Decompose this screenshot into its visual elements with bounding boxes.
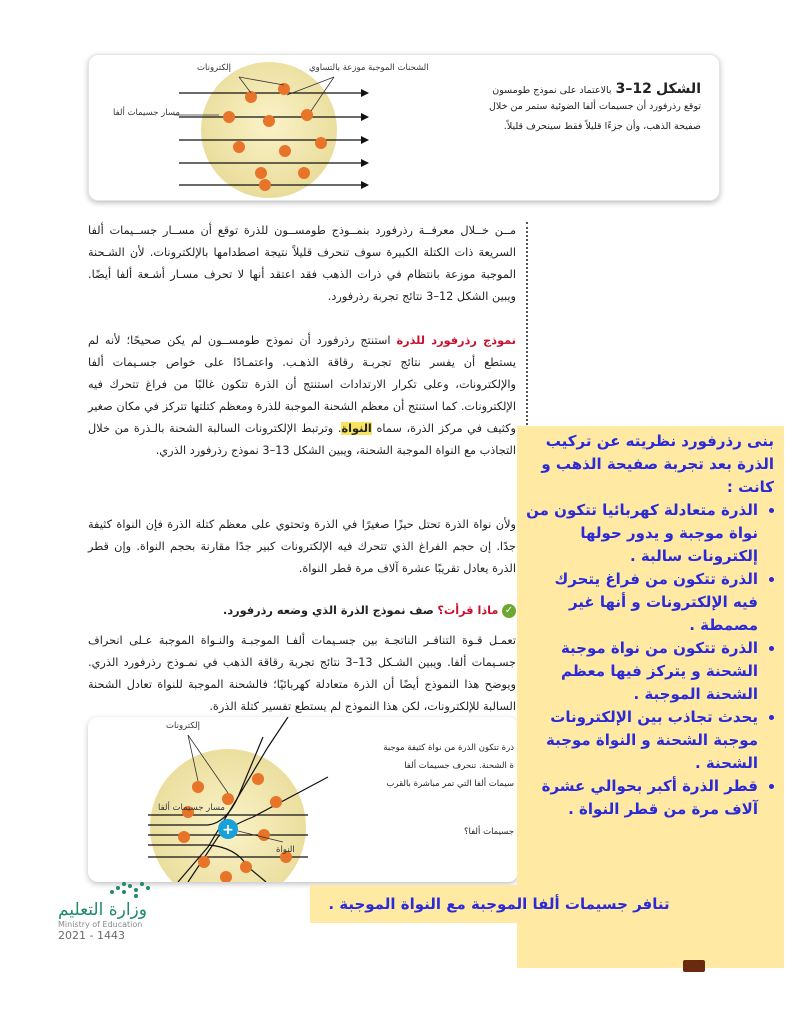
label-positive-charges: الشحنات الموجبة موزعة بالتساوي (309, 63, 429, 73)
note-banner: تنافر جسيمات ألفا الموجبة مع النواة الموجبة . (310, 885, 688, 923)
label-alpha-path: مسار جسيمات ألفا (158, 803, 225, 813)
page-tab (683, 960, 705, 972)
paragraph-3: ولأن نواة الذرة تحتل حيزًا صغيرًا في الذرة وتحتوي على معظم كتلة الذرة فإن النواة كثيفة جدًا. إن حجم الفراغ الذي تتحرك فيه الإلكترونات كبير جدًا مقارنة بحجم النواة. وإن قطر الذرة يعادل تقريبًا عشرة آلاف مرة قطر النواة. (88, 518, 516, 575)
reading-check-label: ماذا قرأت؟ (437, 604, 499, 617)
figure-12-caption (471, 81, 701, 137)
alpha-arrowheads (361, 89, 369, 189)
note-item: • الذرة تتكون من فراغ يتحرك فيه الإلكترونات و أنها غير مصمطة . (525, 568, 758, 637)
figure-13-caption (344, 739, 514, 841)
fig13-caption-line-3: سيمات ألفا التي تمر مباشرة بالقرب (386, 779, 514, 789)
fig13-caption-question: جسيمات ألفا؟ (464, 827, 514, 837)
logo-dots-icon (106, 878, 156, 900)
ministry-logo (58, 900, 178, 950)
caption-line-1: توقع رذرفورد أن جسيمات ألفا الضوئية ستمر من خلال (489, 101, 701, 112)
paragraph-4: تعمـل قـوة التنافـر الناتجـة بين جسـيمات ألفـا الموجبـة والنـواة الموجبة عـلى انحراف جسـيمات ألفا. ويبين الشـكل 13–3 نتائج تجربة رقاقة الذهب في نمـوذج رذرفورد الذري. ويوضح هذا النموذج أيضًا أن الذرة متعادلة كهربائيًا؛ فالشحنة الموجبة للنواة تعادل الشحنة السالبة للإلكترونات، لكن هذا النموذج لم يستطع تفسير كتلة الذرة. (88, 634, 516, 713)
paragraph-2 (88, 330, 516, 462)
note-item: • الذرة متعادلة كهربائيا تتكون من نواة موجبة و يدور حولها إلكترونات سالبة . (525, 499, 758, 568)
label-nucleus: النواة (276, 845, 295, 855)
reading-check-question: صف نموذج الذرة الذي وضعه رذرفورد. (223, 604, 434, 617)
note-item: • يحدث تجاذب بين الإلكترونات موجبة الشحنة و النواة موجبة الشحنة . (525, 706, 758, 775)
paragraph-2-b: . وترتبط الإلكترونات السالبة الشحنة بالـذرة من خلال التجاذب مع النواة الموجبة الشحنة، ويبين الشكل 13–3 نموذج رذرفورد الذري. (88, 422, 516, 457)
fig13-caption-line-2: ة الشحنة. تنحرف جسيمات ألفا (404, 761, 514, 771)
paragraph-1: مــن خــلال معرفــة رذرفورد بنمــوذج طومســون للذرة توقع أن مســار جســيمات ألفا السريعة ذات الكتلة الكبيرة سوف تنحرف قليلاً نتيجة اصطدامها بالإلكترونات. لأن الشـحنة الموجبة موزعة بانتظام في ذرات الذهب فقد اعتقد أنها لا تحرف مسـار أشـعة ألفا أيضًا. ويبين الشكل 12–3 نتائج تجربة رذرفورد. (88, 224, 516, 303)
year-label: 2021 - 1443 (58, 929, 125, 942)
caption-title-rest: بالاعتماد على نموذج طومسون (492, 85, 612, 96)
logo-english: Ministry of Education (58, 920, 143, 929)
nucleus-symbol: + (222, 822, 234, 838)
caption-number: 12–3 (615, 81, 652, 97)
note-item: • الذرة تتكون من نواة موجبة الشحنة و يتركز فيها معظم الشحنة الموجبة . (525, 637, 758, 706)
caption-line-2: صفيحة الذهب، وأن جزءًا قليلاً فقط سينحرف قليلاً. (503, 121, 701, 132)
label-electrons: إلكترونات (197, 63, 231, 73)
figure-12-3 (88, 54, 720, 201)
note-list (525, 499, 774, 821)
rutherford-model-heading: نموذج رذرفورد للذرة (396, 334, 516, 347)
paragraph-2-a: استنتج رذرفورد أن نموذج طومســون لم يكن صحيحًا؛ لأنه لم يستطع أن يفسر نتائج تجربـة رقاقة الذهـب. واعتمـادًا على خواص جسـيمات ألفا والإلكترونات، وعلى تكرار الارتدادات استنتج أن الذرة تتكون غالبًا من فراغ تتحرك فيه الإلكترونات. كما استنتج أن معظم الشحنة الموجبة للذرة ومعظم كتلتها تتركز في مكان صغير وكثيف في مركز الذرة، سماه (88, 334, 516, 435)
caption-prefix: الشكل (656, 81, 701, 97)
label-electrons: إلكترونات (166, 721, 200, 731)
fig13-caption-line-1: ذرة تتكون الذرة من نواة كثيفة موجبة (383, 743, 514, 753)
nucleus-term: النواة (341, 422, 372, 435)
reading-check (88, 600, 516, 622)
logo-arabic: وزارة التعليم (58, 900, 147, 920)
checkmark-icon: ✓ (502, 604, 516, 618)
figure-13-3 (88, 717, 518, 882)
note-item: • قطر الذرة أكبر بحوالي عشرة آلاف مرة من قطر النواة . (525, 775, 758, 821)
note-intro: بنى رذرفورد نظريته عن تركيب الذرة بعد تجربة صفيحة الذهب و كانت : (541, 432, 774, 496)
label-alpha-path: مسار جسيمات ألفا (113, 108, 180, 118)
